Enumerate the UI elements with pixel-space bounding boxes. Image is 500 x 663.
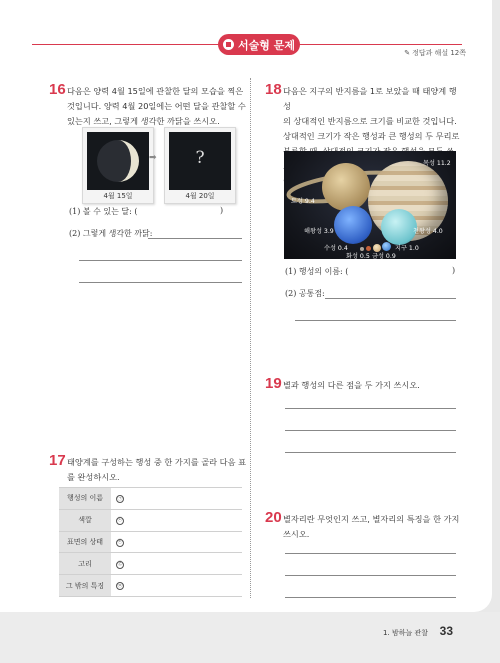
- question-20-number: 20: [265, 509, 282, 526]
- question-17-text: [67, 455, 247, 485]
- table-row-label: 색깔: [59, 509, 111, 531]
- answer-line[interactable]: [295, 320, 456, 321]
- table-answer-cell[interactable]: [111, 575, 242, 597]
- question-18-sub-1-close: ): [452, 266, 456, 275]
- page-number: 33: [439, 624, 453, 638]
- section-title: 서술형 문제: [238, 38, 295, 52]
- table-row-label: 그 밖의 특징: [59, 575, 111, 597]
- table-answer-cell[interactable]: [111, 531, 242, 553]
- question-18-sub-1-label: (1) 행성의 이름: (: [285, 267, 349, 276]
- question-16-sub-1-label: (1) 볼 수 있는 달: (: [69, 207, 138, 216]
- uranus-planet: [381, 209, 417, 245]
- question-mark: ?: [195, 148, 205, 168]
- question-16-sub-1: [69, 206, 138, 217]
- planet-size-comparison-image: [284, 151, 456, 259]
- table-row: [59, 488, 242, 510]
- column-divider: [250, 78, 251, 598]
- table-row: [59, 531, 242, 553]
- mercury-label: 수성 0.4: [324, 245, 348, 252]
- marker-circle: ㉡: [117, 517, 123, 524]
- moon-caption-april-20: 4월 20일: [185, 192, 215, 200]
- mars-label: 화성 0.5: [346, 253, 370, 259]
- question-16-line: 것입니다. 양력 4월 20일에는 어떤 달을 관찰할 수: [67, 101, 246, 111]
- answer-line[interactable]: [285, 430, 456, 431]
- question-18-number: 18: [265, 81, 282, 98]
- saturn-label: 토성 9.4: [291, 198, 315, 205]
- answer-line[interactable]: [285, 553, 456, 554]
- question-16-number: 16: [49, 81, 66, 98]
- question-19-text: 별과 행성의 다른 점을 두 가지 쓰시오.: [283, 380, 420, 390]
- question-17-number: 17: [49, 452, 66, 469]
- question-19-number: 19: [265, 375, 282, 392]
- waxing-moon-image: [87, 132, 149, 190]
- table-row-label: 고리: [59, 553, 111, 575]
- question-18-line: 의 상대적인 반지름으로 크기를 비교한 것입니다.: [283, 116, 457, 126]
- planet-info-table: [59, 487, 242, 597]
- pencil-icon: ✎: [404, 49, 411, 57]
- arrow-right-icon: ➡: [149, 153, 157, 163]
- table-row: [59, 509, 242, 531]
- moon-photo-card-april-15: [82, 127, 154, 204]
- table-row: [59, 575, 242, 597]
- earth-planet: [382, 242, 391, 251]
- table-row: [59, 553, 242, 575]
- moon-photo-april-15: [87, 132, 149, 190]
- answer-line[interactable]: [148, 238, 242, 239]
- answer-line[interactable]: [79, 260, 242, 261]
- question-17-line: 를 완성하시오.: [67, 472, 120, 482]
- section-icon: [223, 39, 234, 50]
- table-answer-cell[interactable]: [111, 488, 242, 510]
- table-row-label: 행성의 이름: [59, 488, 111, 510]
- earth-label: 지구 1.0: [395, 245, 419, 252]
- question-18-line: 상대적인 크기가 작은 행성과 큰 행성의 두 무리로: [283, 131, 460, 141]
- footer-section-title: 1. 밤하늘 관찰: [383, 629, 428, 637]
- question-20-line: 별자리란 무엇인지 쓰고, 별자리의 특징을 한 가지: [283, 514, 460, 524]
- question-16-sub-1-close: ): [220, 206, 224, 215]
- question-17-line: 태양계를 구성하는 행성 중 한 가지를 골라 다음 표: [67, 457, 247, 467]
- table-answer-cell[interactable]: [111, 553, 242, 575]
- question-16-sub-2-label: (2) 그렇게 생각한 까닭:: [69, 229, 153, 238]
- marker-circle: ㉣: [117, 561, 123, 568]
- question-16-text: [67, 84, 247, 129]
- table-answer-cell[interactable]: [111, 509, 242, 531]
- neptune-planet: [334, 206, 372, 244]
- saturn-planet: [322, 163, 370, 211]
- answer-line[interactable]: [325, 298, 456, 299]
- section-title-badge: [218, 34, 300, 55]
- moon-photo-card-april-20: [164, 127, 236, 204]
- question-16-line: 다음은 양력 4월 15일에 관찰한 달의 모습을 찍은: [67, 86, 244, 96]
- question-16-line: 있는지 쓰고, 그렇게 생각한 까닭을 쓰시오.: [67, 116, 220, 126]
- uranus-label: 천왕성 4.0: [413, 228, 443, 235]
- answer-line[interactable]: [285, 408, 456, 409]
- question-18-line: 다음은 지구의 반지름을 1로 보았을 때 태양계 행성: [283, 86, 457, 111]
- answer-reference-text: 정답과 해설 12쪽: [412, 49, 466, 57]
- answer-line[interactable]: [79, 282, 242, 283]
- question-20-text: [283, 512, 463, 542]
- marker-circle: ㉤: [117, 582, 123, 589]
- moon-caption-april-15: 4월 15일: [103, 192, 133, 200]
- question-20-line: 쓰시오.: [283, 529, 310, 539]
- answer-reference: [404, 48, 466, 58]
- marker-circle: ㉠: [117, 495, 123, 502]
- neptune-label: 해왕성 3.9: [304, 228, 334, 235]
- venus-label: 금성 0.9: [372, 253, 396, 259]
- answer-line[interactable]: [285, 575, 456, 576]
- table-row-label: 표면의 상태: [59, 531, 111, 553]
- jupiter-label: 목성 11.2: [423, 160, 451, 167]
- moon-photo-april-20: [169, 132, 231, 190]
- answer-line[interactable]: [285, 597, 456, 598]
- marker-circle: ㉢: [117, 539, 123, 546]
- answer-line[interactable]: [285, 452, 456, 453]
- question-18-sub-2-label: (2) 공통점:: [285, 289, 325, 298]
